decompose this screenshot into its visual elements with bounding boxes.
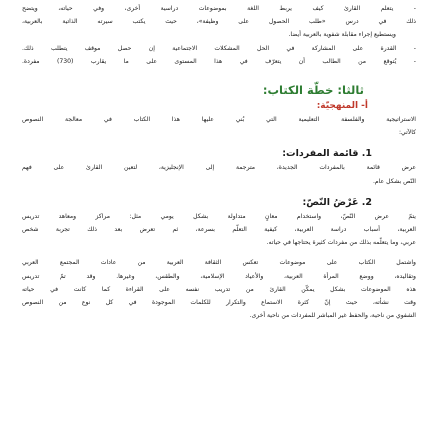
paragraph-line: هذه الموضوعات بشكل يمكّن القارئ من تدريب نفسه على القراءة كما كانت في حياته xyxy=(22,285,416,293)
paragraph-line: النّص بشكل عام. xyxy=(372,177,416,185)
culture-topics-paragraph xyxy=(22,256,416,322)
intro-bullet-list xyxy=(22,2,416,68)
text-presentation-paragraph xyxy=(22,210,416,250)
bullet-line: - يُتوقع من الطالب أن يتعرّف في هذا المستوى على ما يقارب (730) مفردة. xyxy=(22,57,416,65)
vocabulary-paragraph xyxy=(22,161,416,187)
paragraph-line: الشفوي من ناحية، والحفظ غير المباشر للمفردات من ناحية أخرى. xyxy=(249,312,416,320)
paragraph-line: كالآتي: xyxy=(398,129,416,137)
subheading-methodology: أ- المنهجيّة: xyxy=(316,101,368,112)
methodology-paragraph xyxy=(22,113,416,139)
heading-vocabulary-list: 1. قائمة المفردات: xyxy=(282,148,372,160)
bullet-line: - يتعلم القارئ كيف يربط اللغة بموضوعات دراسية أخرى، وفي حياته، ويتضح xyxy=(22,5,416,12)
paragraph-line: وقت نشأته، حيث إنّ كثرة الاستماع والتكرار للكلمات الموجودة في كل نوع من النصوص xyxy=(22,299,416,307)
paragraph-line: عربي، وما يتعلّمه بذلك من مفردات كثيرة يحتاجها في حياته. xyxy=(266,239,416,247)
bullet-line: ذلك في درس «طلب الحصول على وظيفة»، حيث يكتب سيرته الذاتية بالعربية، xyxy=(22,18,416,26)
bullet-line: - القدرة على المشاركة في الحل المشكلات الاجتماعية إن حصل موقف يتطلب ذلك. xyxy=(22,44,416,52)
paragraph-line: الاستراتيجية والفلسفة التعليمية التي بُني عليها هذا الكتاب في معالجة النصوص xyxy=(22,116,416,124)
bullet-line: ويستطيع إجراء مقابلة شفوية بالعربية أيضا. xyxy=(288,31,396,39)
paragraph-line: يتمّ عرض النّصّ، واستخدام معانٍ متداولة بشكل يومي مثل: مراكز ومعاهد تدريس xyxy=(22,212,416,220)
paragraph-line: العربية، أسباب دراسة العربية، كيفية التعلّم بسرعة، ثم تعرض بعد ذلك تجربة شخص xyxy=(22,226,416,234)
section-heading-book-plan: ثالثا: خطّة الكتاب: xyxy=(262,83,364,98)
paragraph-line: وتقاليده، ووضع المرأة العربية، والأعياد الإسلامية، والطقس، وغيرها. وقد تمّ تدريس xyxy=(22,272,416,280)
paragraph-line: عرض قائمة بالمفردات الجديدة، مترجمة إلى الإنجليزية، لتعين القارئ على فهم xyxy=(22,164,416,172)
heading-text-presentation: 2. عَرْضُ النّصّ: xyxy=(302,196,372,208)
paragraph-line: واشتمل الكتاب على موضوعات تعكس الثقافة العربية من عادات المجتمع العربي xyxy=(22,259,416,267)
